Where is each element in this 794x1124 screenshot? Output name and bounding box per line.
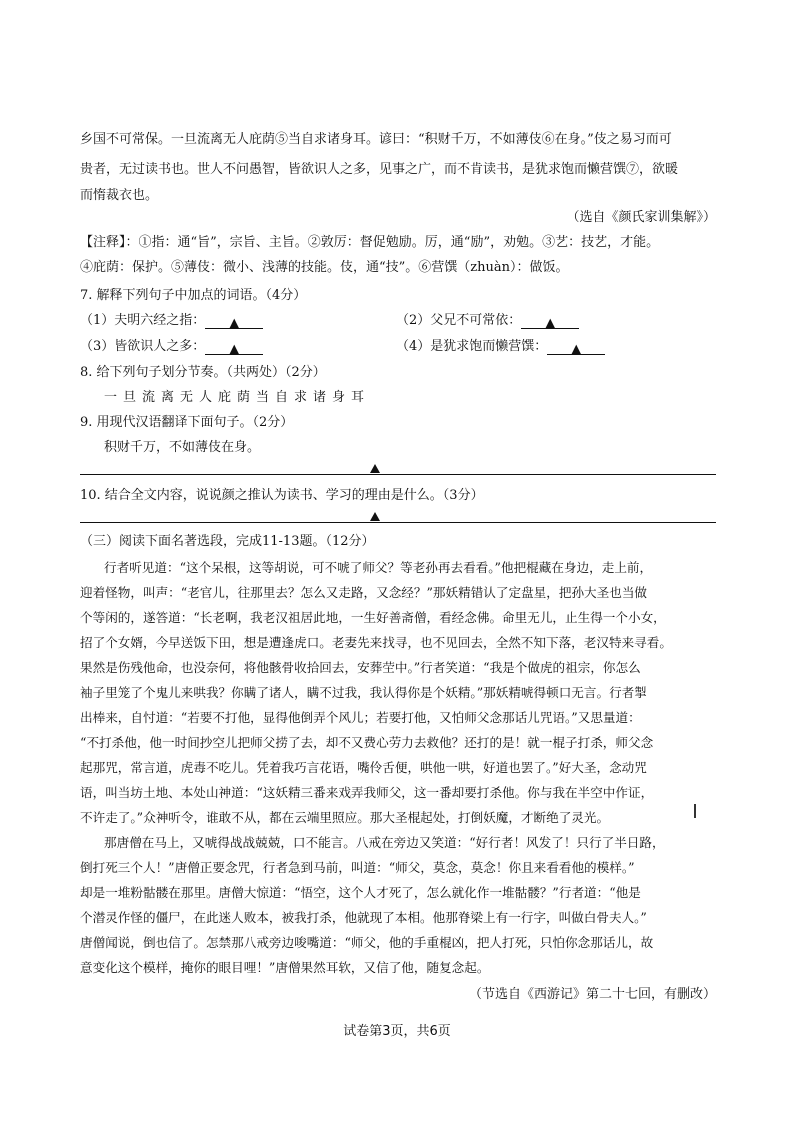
page-footer: 试卷第3页，共6页 [343, 1024, 451, 1039]
passage3-line: 迎着怪物，叫声：“老官儿，往那里去？怎么又走路，又念经？”那妖精错认了定盘星，把孙大圣也当做 [80, 585, 648, 600]
q7-item-2-label: （2）父兄不可常依： [396, 313, 522, 328]
passage3-line: 起那咒，常言道，虎毒不吃儿。凭着我巧言花语，嘴伶舌便，哄他一哄，好道也罢了。”好大圣，念动咒 [80, 760, 647, 775]
passage3-line: 语，叫当坊土地、本处山神道：“这妖精三番来戏弄我师父，这一番却要打杀他。你与我在半空中作证， [80, 785, 654, 800]
notes-line-1: 【注释】：①指：通“旨”，宗旨、主旨。②敦厉：督促勉励。厉，通“励”，劝勉。③艺：技艺，才能。 [80, 235, 660, 250]
notes-line-2: ④庇荫：保护。⑤薄伎：微小、浅薄的技能。伎，通“技”。⑥营馔（zhuàn）：做饭。 [80, 260, 569, 275]
passage3-line: 招了个女婿，今早送饭下田，想是遭逢虎口。老妻先来找寻，也不见回去，全然不知下落，老汉特来寻看。 [80, 635, 672, 650]
q7-item-1-label: （1）夫明六经之指： [80, 313, 206, 328]
scan-mark [694, 804, 696, 818]
answer-marker: ▲ [545, 316, 556, 331]
q9-title: 9. 用现代汉语翻译下面句子。（2分） [80, 415, 294, 430]
passage3-line: 个等闲的，遂答道：“长老啊，我老汉祖居此地，一生好善斋僧，看经念佛。命里无儿，止生得一个小女， [80, 610, 666, 625]
section3-source: （节选自《西游记》第二十七回，有删改） [468, 987, 716, 1002]
q9-sentence: 积财千万，不如薄伎在身。 [104, 440, 261, 455]
answer-marker: ▲ [571, 342, 582, 357]
answer-marker: ▲ [229, 316, 240, 331]
q7-item-3-label: （3）皆欲识人之多： [80, 339, 206, 354]
passage3-line: 行者听见道：“这个呆根，这等胡说，可不唬了师父？等老孙再去看看。”他把棍藏在身边，走上前， [104, 560, 653, 575]
section3-title: （三）阅读下面名著选段，完成11-13题。（12分） [80, 534, 375, 549]
passage3-line: 出棒来，自忖道：“若要不打他，显得他倒弄个风儿；若要打他，又怕师父念那话儿咒语。”又思量道： [80, 710, 641, 725]
passage3-line: 唐僧闻说，倒也信了。怎禁那八戒旁边唆嘴道：“师父，他的手重棍凶，把人打死，只怕你念那话儿，故 [80, 935, 654, 950]
passage3-line: “不打杀他，他一时间抄空儿把师父捞了去，却不又费心劳力去救他？还打的是！就一棍子打杀，师父念 [80, 735, 654, 750]
q7-item-4-answer-field[interactable] [547, 340, 605, 355]
q7-item-2 [396, 311, 696, 331]
answer-marker: ▲ [229, 342, 240, 357]
passage3-line: 果然是伤残他命，也没奈何，将他骸骨收拾回去，安葬茔中。”行者笑道：“我是个做虎的祖宗，你怎么 [80, 660, 641, 675]
q7-item-1-answer-field[interactable] [205, 314, 263, 329]
q7-item-2-answer-field[interactable] [521, 314, 579, 329]
passage3-line: 袖子里笼了个鬼儿来哄我？你瞒了诸人，瞒不过我，我认得你是个妖精。”那妖精唬得顿口无言。行者掣 [80, 685, 647, 700]
q7-item-4-label: （4）是犹求饱而懒营馔： [396, 339, 548, 354]
q7-item-3-answer-field[interactable] [205, 340, 263, 355]
passage-line-3: 而惰裁衣也。 [80, 188, 159, 203]
q10-answer-line[interactable] [80, 522, 716, 523]
q8-sentence: 一旦流离无人庇荫当自求诸身耳 [104, 390, 371, 405]
passage3-line: 意变化这个模样，掩你的眼目哩！”唐僧果然耳软，又信了他，随复念起。 [80, 960, 490, 975]
answer-marker-icon [370, 464, 380, 473]
q7-item-4 [396, 337, 696, 357]
q7-title: 7. 解释下列句子中加点的词语。（4分） [80, 288, 307, 303]
passage3-line: 倒打死三个人！”唐僧正要念咒，行者急到马前，叫道：“师父，莫念，莫念！你且来看看他的模样。” [80, 860, 635, 875]
passage3-line: 却是一堆粉骷髅在那里。唐僧大惊道：“悟空，这个人才死了，怎么就化作一堆骷髅？”行者道：“他是 [80, 885, 641, 900]
q9-answer-line[interactable] [80, 474, 716, 475]
passage-source: （选自《颜氏家训集解》） [566, 210, 716, 225]
passage-line-2: 贵者，无过读书也。世人不问愚智，皆欲识人之多，见事之广，而不肯读书，是犹求饱而懒营馔⑦，欲暖 [80, 162, 679, 177]
passage-line-1: 乡国不可常保。一旦流离无人庇荫⑤当自求诸身耳。谚曰：“积财千万，不如薄伎⑥在身。”伎之易习而可 [80, 132, 672, 147]
q8-title: 8. 给下列句子划分节奏。（共两处）（2分） [80, 365, 326, 380]
passage3-line: 个潜灵作怪的僵尸，在此迷人败本，被我打杀，他就现了本相。他那脊梁上有一行字，叫做白骨夫人。” [80, 910, 647, 925]
passage3-line: 不许走了。”众神听令，谁敢不从，都在云端里照应。那大圣棍起处，打倒妖魔，才断绝了灵光。 [80, 810, 610, 825]
answer-marker-icon [370, 512, 380, 521]
q10-title: 10. 结合全文内容，说说颜之推认为读书、学习的理由是什么。（3分） [80, 488, 484, 503]
passage3-line: 那唐僧在马上，又唬得战战兢兢，口不能言。八戒在旁边又笑道：“好行者！风发了！只行了半日路， [104, 835, 665, 850]
q7-item-3 [80, 337, 380, 357]
q7-item-1 [80, 311, 380, 331]
